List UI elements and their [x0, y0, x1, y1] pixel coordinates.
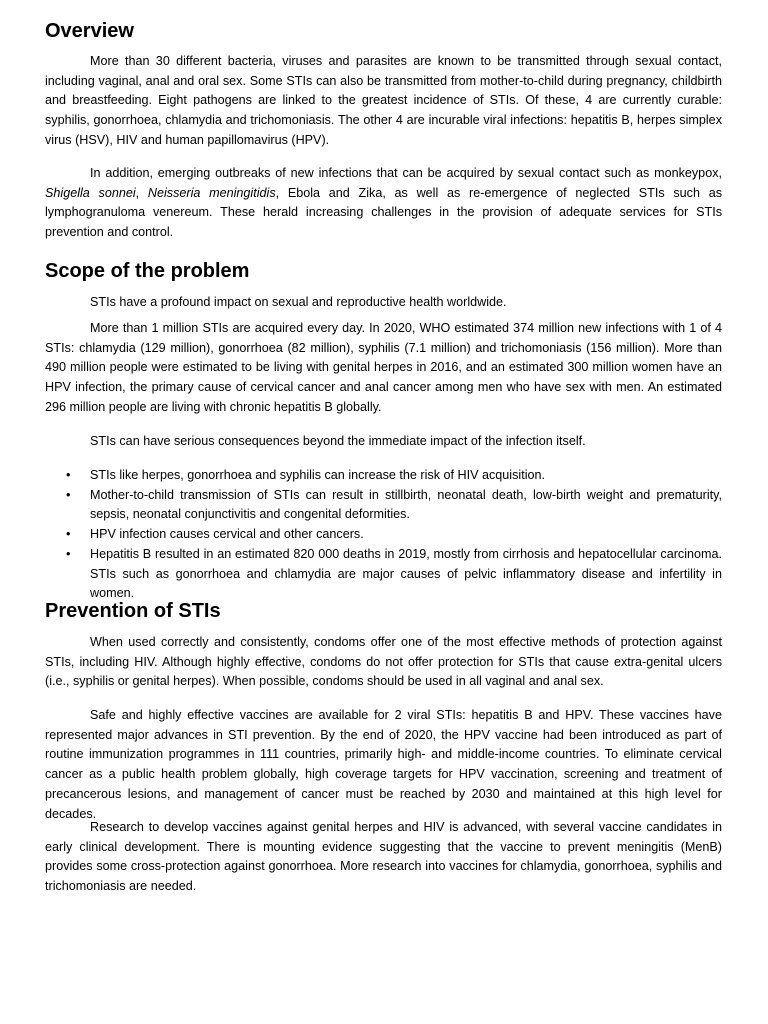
scope-heading: Scope of the problem: [45, 260, 250, 282]
overview-paragraph-2: [45, 164, 722, 243]
bullet-marker: •: [66, 527, 71, 542]
overview-p2-text-b: ,: [135, 185, 148, 200]
prevention-paragraph-2: Safe and highly effective vaccines are available for 2 viral STIs: hepatitis B and HPV. These vaccines have represented major advances in STI prevention. By the end of 2020, the HPV vaccine had been introduced as part of routine immunization programmes in 111 countries, primarily high- and middle-income countries. To eliminate cervical cancer as a public health problem globally, high coverage targets for HPV vaccination, screening and treatment of precancerous lesions, and management of cancer must be reached by 2030 and maintained at this high level for decades.: [45, 708, 722, 821]
prevention-paragraph-3: Research to develop vaccines against genital herpes and HIV is advanced, with several vaccine candidates in early clinical development. There is mounting evidence suggesting that the vaccine to prevent meningitis (MenB) provides some cross-protection against gonorrhoea. More research into vaccines for chlamydia, gonorrhoea, syphilis and trichomoniasis are needed.: [45, 820, 722, 894]
consequences-list: [45, 466, 722, 604]
list-item-text: STIs like herpes, gonorrhoea and syphilis can increase the risk of HIV acquisition.: [90, 468, 546, 482]
list-item: [45, 486, 722, 525]
list-item-text: Hepatitis B resulted in an estimated 820 000 deaths in 2019, mostly from cirrhosis and hepatocellular carcinoma. STIs such as gonorrhoea and chlamydia are major causes of pelvic inflammatory disease and infertility in women.: [90, 546, 722, 601]
overview-p2-italic-shigella: Shigella sonnei: [45, 185, 136, 200]
prevention-paragraph-1: When used correctly and consistently, condoms offer one of the most effective methods of protection against STIs, including HIV. Although highly effective, condoms do not offer protection for STIs that cause extra-genital ulcers (i.e., syphilis or genital herpes). When possible, condoms should be used in all vaginal and anal sex.: [45, 635, 722, 689]
list-item-text: HPV infection causes cervical and other cancers.: [90, 527, 364, 542]
overview-p2-italic-neisseria: Neisseria meningitidis: [147, 185, 276, 200]
prevention-heading: Prevention of STIs: [45, 600, 221, 622]
scope-paragraph-1: STIs have a profound impact on sexual and reproductive health worldwide.: [90, 295, 507, 309]
bullet-marker: •: [66, 546, 71, 561]
scope-paragraph-3: STIs can have serious consequences beyond the immediate impact of the infection itself.: [90, 434, 586, 448]
overview-p2-text-c: , Ebola and Zika, as well as re-emergence of neglected STIs such as lymphogranuloma venereum. These herald increasing challenges in the provision of adequate services for STIs prevention and control.: [45, 185, 723, 240]
overview-paragraph-1: More than 30 different bacteria, viruses and parasites are known to be transmitted through sexual contact, including vaginal, anal and oral sex. Some STIs can also be transmitted from mother-to-child during pregnancy, childbirth and breastfeeding. Eight pathogens are linked to the greatest incidence of STIs. Of these, 4 are currently curable: syphilis, gonorrhoea, chlamydia and trichomoniasis. The other 4 are incurable viral infections: hepatitis B, herpes simplex virus (HSV), HIV and human papillomavirus (HPV).: [45, 54, 722, 147]
overview-heading: Overview: [45, 20, 134, 42]
bullet-marker: •: [66, 487, 71, 502]
list-item: [45, 525, 722, 545]
bullet-marker: •: [66, 468, 71, 482]
list-item: [45, 466, 722, 486]
list-item: [45, 545, 722, 604]
overview-p2-text-a: In addition, emerging outbreaks of new infections that can be acquired by sexual contact such as monkeypox,: [90, 166, 722, 180]
scope-paragraph-2: More than 1 million STIs are acquired every day. In 2020, WHO estimated 374 million new infections with 1 of 4 STIs: chlamydia (129 million), gonorrhoea (82 million), syphilis (7.1 million) and trichomoniasis (156 million). More than 490 million people were estimated to be living with genital herpes in 2016, and an estimated 300 million women have an HPV infection, the primary cause of cervical cancer and anal cancer among men who have sex with men. An estimated 296 million people are living with chronic hepatitis B globally.: [45, 321, 722, 414]
list-item-text: Mother-to-child transmission of STIs can result in stillbirth, neonatal death, low-birth weight and prematurity, sepsis, neonatal conjunctivitis and congenital deformities.: [90, 487, 722, 522]
